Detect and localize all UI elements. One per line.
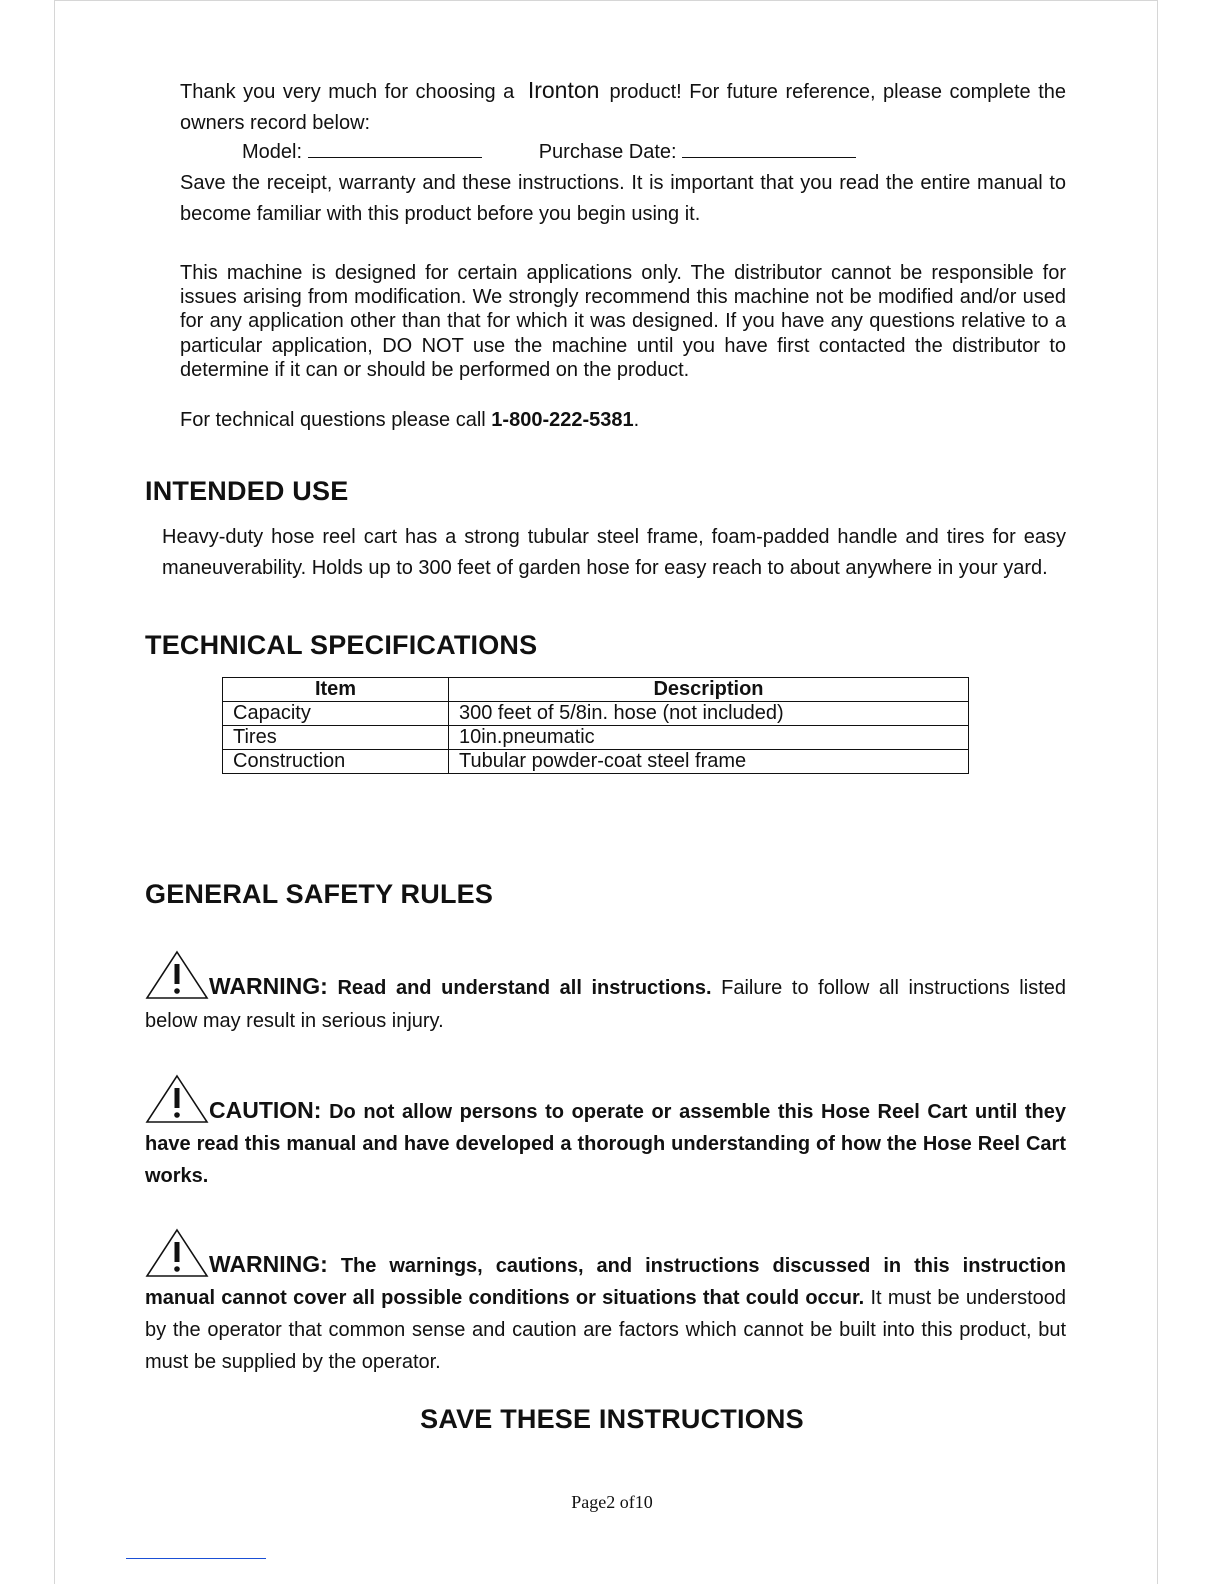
phone-number: 1-800-222-5381 [491, 409, 634, 431]
caution-block [145, 1074, 1066, 1192]
spec-item: Construction [223, 750, 449, 774]
table-row [223, 750, 969, 774]
designed-for-text: This machine is designed for certain applications only. The distributor cannot be responsible for issues arising from modification. We strongly recommend this machine not be modified and/or used for any application other than that for which it was designed. If you have any questions relative to a particular application, DO NOT use the machine until you have first contacted the distributor to determine if it can or should be performed on the product. [180, 262, 1066, 381]
warning-triangle-icon [145, 1228, 209, 1278]
footer-link-line [126, 1558, 266, 1559]
tech-questions-period: . [633, 409, 640, 431]
tech-specs-heading: TECHNICAL SPECIFICATIONS [145, 630, 538, 660]
spec-description: 10in.pneumatic [449, 726, 969, 750]
purchase-date-label: Purchase Date: [538, 141, 677, 163]
spec-description: Tubular powder-coat steel frame [449, 750, 969, 774]
col-header-item: Item [223, 678, 449, 702]
thank-you-text: Thank you very much for choosing a [180, 81, 515, 103]
col-header-description: Description [449, 678, 969, 702]
warning-bold-text: Read and understand all instructions. [337, 977, 712, 999]
warning-block-1 [145, 950, 1066, 1038]
warning-triangle-icon [145, 1074, 209, 1124]
spec-item: Capacity [223, 702, 449, 726]
thank-you-text-rest: product! For future reference, please complete the owners record below: [180, 81, 1067, 134]
save-receipt-text: Save the receipt, warranty and these instructions. It is important that you read the entire manual to become familiar with this product before you begin using it. [180, 172, 1066, 225]
table-row [223, 726, 969, 750]
intended-use-heading: INTENDED USE [145, 476, 349, 506]
brand-name: Ironton [527, 77, 600, 103]
spec-table-header [223, 678, 969, 702]
warning-title: WARNING: [209, 973, 328, 999]
warning-text: Failure to follow all instructions listed below may result in serious injury. [145, 977, 1066, 1032]
save-instructions-title: SAVE THESE INSTRUCTIONS [420, 1404, 804, 1434]
spec-table [222, 677, 969, 774]
owners-record [242, 137, 942, 168]
model-label: Model: [242, 141, 303, 163]
intro-thank-you [180, 75, 1066, 139]
warning-bold-text: The warnings, cautions, and instructions discussed in this instruction manual cannot cover all possible conditions or situations that could occur. [145, 1255, 1066, 1309]
spec-item: Tires [223, 726, 449, 750]
warning-text: It must be understood by the operator that common sense and caution are factors which cannot be built into this product, but must be supplied by the operator. [145, 1287, 1066, 1373]
caution-bold-text: Do not allow persons to operate or assemble this Hose Reel Cart until they have read this manual and have developed a thorough understanding of how the Hose Reel Cart works. [145, 1101, 1066, 1187]
warning-triangle-icon [145, 950, 209, 1000]
table-row [223, 702, 969, 726]
tech-questions [180, 405, 1066, 436]
tech-questions-text: For technical questions please call [180, 409, 486, 431]
warning-block-2 [145, 1228, 1066, 1378]
model-blank-line [308, 139, 482, 158]
purchase-date-blank-line [682, 139, 856, 158]
spec-description: 300 feet of 5/8in. hose (not included) [449, 702, 969, 726]
intended-use-body: Heavy-duty hose reel cart has a strong tubular steel frame, foam-padded handle and tires for easy maneuverability. Holds up to 300 feet of garden hose for easy reach to about anywhere in your yard. [162, 526, 1066, 579]
safety-heading: GENERAL SAFETY RULES [145, 879, 494, 909]
page-number: Page2 of10 [571, 1492, 653, 1512]
warning-title: WARNING: [209, 1251, 328, 1277]
caution-title: CAUTION: [209, 1097, 322, 1123]
